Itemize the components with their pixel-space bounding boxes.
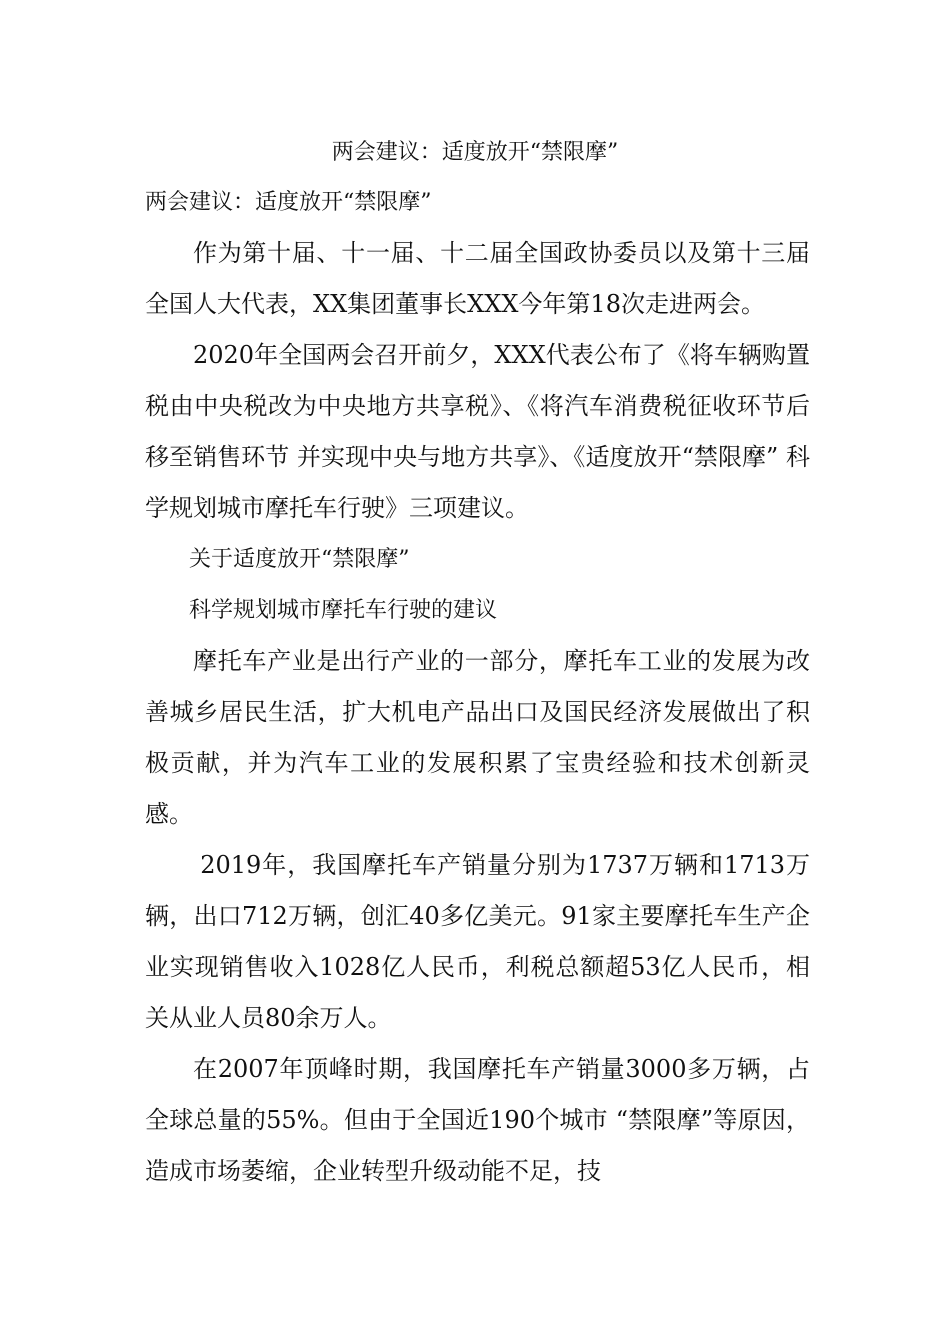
document-body xyxy=(145,182,810,1197)
document-title: 两会建议：适度放开“禁限摩” xyxy=(331,140,619,165)
section-heading-2: 科学规划城市摩托车行驶的建议 xyxy=(189,598,498,623)
document-subtitle: 两会建议：适度放开“禁限摩” xyxy=(145,190,432,215)
section-heading-1: 关于适度放开“禁限摩” xyxy=(189,547,410,572)
paragraph-intro: 作为第十届、十一届、十二届全国政协委员以及第十三届全国人大代表，XX集团董事长XXX今年第18次走进两会。 xyxy=(145,239,810,318)
paragraph-statistics-2019: 2019年，我国摩托车产销量分别为1737万辆和1713万辆，出口712万辆，创汇40多亿美元。91家主要摩托车生产企业实现销售收入1028亿人民币，利税总额超53亿人民币，相关从业人员80余万人。 xyxy=(145,851,810,1032)
paragraph-peak-2007: 在2007年顶峰时期，我国摩托车产销量3000多万辆，占全球总量的55%。但由于全国近190个城市 “禁限摩”等原因，造成市场萎缩，企业转型升级动能不足，技 xyxy=(145,1055,810,1185)
paragraph-industry: 摩托车产业是出行产业的一部分，摩托车工业的发展为改善城乡居民生活，扩大机电产品出口及国民经济发展做出了积极贡献，并为汽车工业的发展积累了宝贵经验和技术创新灵感。 xyxy=(145,647,810,828)
paragraph-proposals: 2020年全国两会召开前夕，XXX代表公布了《将车辆购置税由中央税改为中央地方共享税》、《将汽车消费税征收环节后移至销售环节 并实现中央与地方共享》、《适度放开“禁限摩” 科学规划城市摩托车行驶》三项建议。 xyxy=(145,341,810,522)
